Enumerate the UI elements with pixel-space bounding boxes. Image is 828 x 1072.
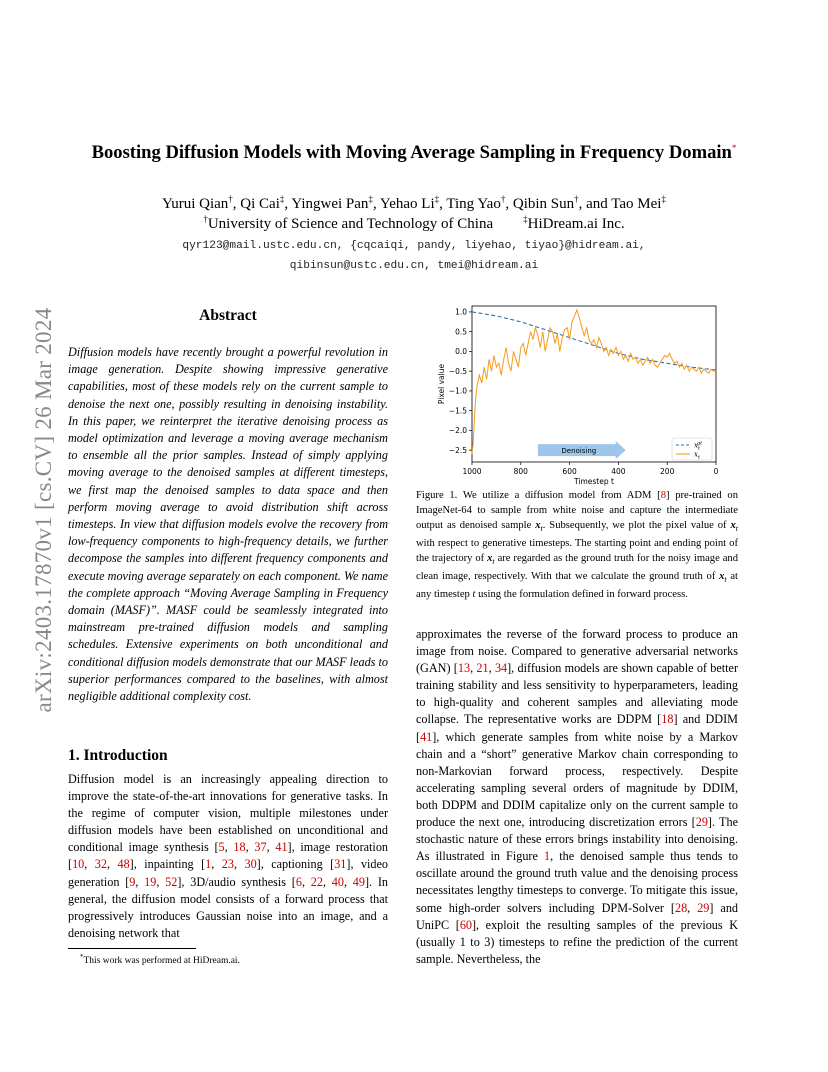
affiliations bbox=[0, 214, 828, 233]
y-tick-label: 0.5 bbox=[455, 327, 467, 337]
citation-ref: 32 bbox=[94, 857, 107, 872]
figure-1-caption: Figure 1. We utilize a diffusion model from ADM [8] pre-trained on ImageNet-64 to sample from white noise and capture the intermediate output as denoised sample $x_t$. Subsequently, we plot the pixel value of $x_t$ with respect to generative timesteps. The starting point and ending point of the trajectory of $x_t$ are regarded as the ground truth for the noisy image and clean image, respectively. With that we calculate the ground truth of $x_t$ at any timestep t using the formulation defined in forward process. bbox=[416, 490, 739, 601]
intro-paragraph-1: Diffusion model is an increasingly appealing direction to improve the state-of-the-art innovations for generative tasks. In the regime of computer vision, multiple milestones under diffusion models have been established on unconditional and conditional image synthesis [5, 18, 37, 41], image restoration [10, 32, 48], inpainting [1, 23, 30], captioning [31], video generation [9, 19, 52], 3D/audio synthesis [6, 22, 40, 49]. In general, the diffusion model consists of a forward process that progressively introduces Gaussian noise into an image, and a denoising network that bbox=[68, 772, 389, 940]
intro-paragraph-2: approximates the reverse of the forward process to produce an image from noise. Compared to generative adversarial networks (GAN) [13, 21, 34], diffusion models are shown capable of better training stability and less sensitivity to hyperparameters, leading to high-quality and coherent samples and alleviating mode collapse. The representative works are DDPM [18] and DDIM [41], which generate samples from white noise by a Markov chain and a “short” generative Markov chain corresponding to non-Markovian forward process, respectively. Despite accelerating sampling several orders of magnitude by DDIM, both DDPM and DDIM capitalize only on the current sample to produce the next one, introducing discretization errors [29]. The stochastic nature of these errors brings instability into denoising. As illustrated in Figure 1, the denoised sample thus tends to oscillate around the ground truth value and the denoising process necessitates lengthy timesteps to converge. To mitigate this issue, some high-order solvers including DPM-Solver [28, 29] and UniPC [60], exploit the resulting samples of the previous K (usually 1 to 3) timesteps to refine the prediction of the current sample. Nevertheless, the bbox=[416, 627, 739, 966]
author-affil-mark: † bbox=[228, 194, 233, 204]
citation-ref: 21 bbox=[476, 661, 489, 676]
y-tick-label: −1.5 bbox=[448, 406, 467, 416]
title-footnote-mark: * bbox=[731, 142, 737, 153]
citation-ref: 37 bbox=[254, 840, 267, 855]
denoising-arrow-label: Denoising bbox=[561, 446, 597, 455]
math-symbol: x bbox=[535, 520, 541, 531]
author-affil-mark: † bbox=[574, 194, 579, 204]
author-list: Yurui Qian†, Qi Cai‡, Yingwei Pan‡, Yehao Li‡, Ting Yao†, Qibin Sun†, and Tao Mei‡ bbox=[162, 194, 666, 212]
citation-ref: 18 bbox=[233, 840, 246, 855]
citation-ref: 41 bbox=[420, 729, 433, 744]
affiliation-mark: ‡ bbox=[523, 214, 528, 224]
y-tick-label: 0.0 bbox=[455, 347, 467, 357]
x-tick-label: 200 bbox=[660, 467, 675, 476]
paper-title bbox=[0, 142, 828, 164]
author-name: Qibin Sun bbox=[512, 196, 575, 212]
citation-ref: 60 bbox=[459, 917, 472, 932]
citation-ref: 40 bbox=[331, 874, 344, 889]
emails-line-1: qyr123@mail.ustc.edu.cn, {cqcaiqi, pandy, liyehao, tiyao}@hidream.ai, bbox=[182, 240, 646, 252]
author-name: Yehao Li bbox=[379, 196, 435, 212]
citation-ref: 30 bbox=[244, 857, 257, 872]
x-axis-label: Timestep t bbox=[574, 477, 614, 486]
affiliation-name: HiDream.ai Inc. bbox=[527, 216, 625, 232]
y-axis-label: Pixel value bbox=[437, 363, 446, 405]
author-name: Yurui Qian bbox=[162, 196, 229, 212]
citation-ref: 10 bbox=[72, 857, 85, 872]
math-symbol: t bbox=[472, 589, 476, 601]
y-tick-label: −1.0 bbox=[448, 386, 467, 396]
arxiv-sidebar-stamp bbox=[24, 265, 64, 755]
citation-ref: 49 bbox=[352, 874, 365, 889]
x-tick-label: 400 bbox=[611, 467, 626, 476]
y-tick-label: 1.0 bbox=[455, 307, 467, 317]
citation-ref: 6 bbox=[295, 874, 302, 889]
math-subscript: t bbox=[492, 557, 495, 567]
citation-ref: 34 bbox=[494, 661, 508, 676]
y-tick-label: −0.5 bbox=[448, 366, 467, 376]
citation-ref: 31 bbox=[334, 857, 347, 872]
math-symbol: x bbox=[487, 553, 493, 565]
abstract-text: Diffusion models have recently brought a powerful revolution in image generation. Despite showing impressive generative capabilities, most of these models rely on the current sample to denoise the next one, possibly resulting in denoising instability. In this paper, we reinterpret the iterative denoising process as model optimization and leverage a moving average mechanism to ensemble all the prior samples. Instead of simply applying moving average to the denoised samples at different timesteps, we first map the denoised samples to data space and then perform moving average to avoid distribution shift across timesteps. In view that diffusion models evolve the recovery from low-frequency components to high-frequency details, we further decompose the samples into different frequency components and execute moving average separately on each component. We name the complete approach “Moving Average Sampling in Frequency domain (MASF)”. MASF could be seamlessly integrated into mainstream pre-trained diffusion models and sampling schedules. Extensive experiments on both unconditional and conditional diffusion models demonstrate that our MASF leads to superior performances compared to the baselines, with almost negligible additional complexity cost. bbox=[68, 345, 388, 704]
affiliation-name: University of Science and Technology of China bbox=[207, 216, 494, 232]
y-tick-label: −2.5 bbox=[448, 445, 467, 455]
series-line-xt bbox=[472, 310, 716, 454]
citation-ref: 28 bbox=[674, 900, 688, 915]
abstract-heading: Abstract bbox=[199, 307, 257, 324]
math-symbol: x bbox=[730, 520, 736, 531]
figure-1-chart bbox=[418, 298, 738, 486]
legend-label-base: x bbox=[694, 450, 698, 459]
affiliation-mark: † bbox=[203, 214, 208, 224]
footnote-mark: * bbox=[80, 953, 84, 961]
author-affil-mark: ‡ bbox=[661, 194, 666, 204]
author-name: Qi Cai bbox=[240, 196, 280, 212]
citation-ref: 1 bbox=[205, 857, 212, 872]
math-subscript: t bbox=[540, 524, 543, 534]
section-heading-introduction: 1. Introduction bbox=[68, 747, 168, 764]
footnote-rule bbox=[68, 948, 196, 949]
author-affil-mark: † bbox=[500, 194, 506, 204]
legend-label-base: x bbox=[694, 441, 698, 450]
author-name: Yingwei Pan bbox=[291, 196, 369, 212]
author-affil-mark: ‡ bbox=[368, 194, 373, 204]
citation-ref: 13 bbox=[457, 661, 471, 676]
legend-box bbox=[672, 438, 712, 460]
legend-label-sub: t bbox=[697, 445, 700, 452]
citation-ref: 29 bbox=[697, 900, 710, 915]
citation-ref: 29 bbox=[695, 815, 708, 830]
author-emails bbox=[0, 236, 828, 276]
x-tick-label: 600 bbox=[562, 467, 577, 476]
x-tick-label: 800 bbox=[513, 467, 528, 476]
footnote-text: This work was performed at HiDream.ai. bbox=[83, 956, 240, 967]
author-name: Tao Mei bbox=[611, 196, 662, 212]
citation-ref: 9 bbox=[129, 874, 136, 889]
author-name: Ting Yao bbox=[446, 196, 501, 212]
citation-ref: 8 bbox=[660, 490, 666, 501]
math-symbol: x bbox=[719, 571, 725, 583]
arxiv-id: arXiv:2403.17870v1 [cs.CV] 26 Mar 2024 bbox=[31, 307, 56, 713]
citation-ref: 19 bbox=[144, 874, 157, 889]
citation-ref: 48 bbox=[117, 857, 130, 872]
emails-line-2: qibinsun@ustc.edu.cn, tmei@hidream.ai bbox=[289, 260, 539, 272]
author-affil-mark: ‡ bbox=[434, 194, 440, 204]
y-tick-label: −2.0 bbox=[448, 426, 467, 436]
x-tick-label: 0 bbox=[713, 467, 719, 476]
citation-ref: 18 bbox=[661, 712, 674, 727]
citation-ref: 1 bbox=[543, 849, 551, 864]
citation-ref: 23 bbox=[221, 857, 234, 872]
citation-ref: 5 bbox=[218, 840, 225, 855]
citation-ref: 41 bbox=[275, 840, 288, 855]
legend-label-sup: gt bbox=[696, 440, 703, 447]
math-subscript: t bbox=[724, 575, 727, 585]
paper-title-text: Boosting Diffusion Models with Moving Average Sampling in Frequency Domain bbox=[91, 142, 732, 163]
x-tick-label: 1000 bbox=[462, 467, 482, 476]
legend-label-sub: t bbox=[697, 454, 700, 461]
footnote bbox=[80, 953, 240, 966]
citation-ref: 22 bbox=[310, 874, 323, 889]
author-affil-mark: ‡ bbox=[279, 194, 285, 204]
math-subscript: t bbox=[735, 524, 738, 534]
citation-ref: 52 bbox=[165, 874, 178, 889]
